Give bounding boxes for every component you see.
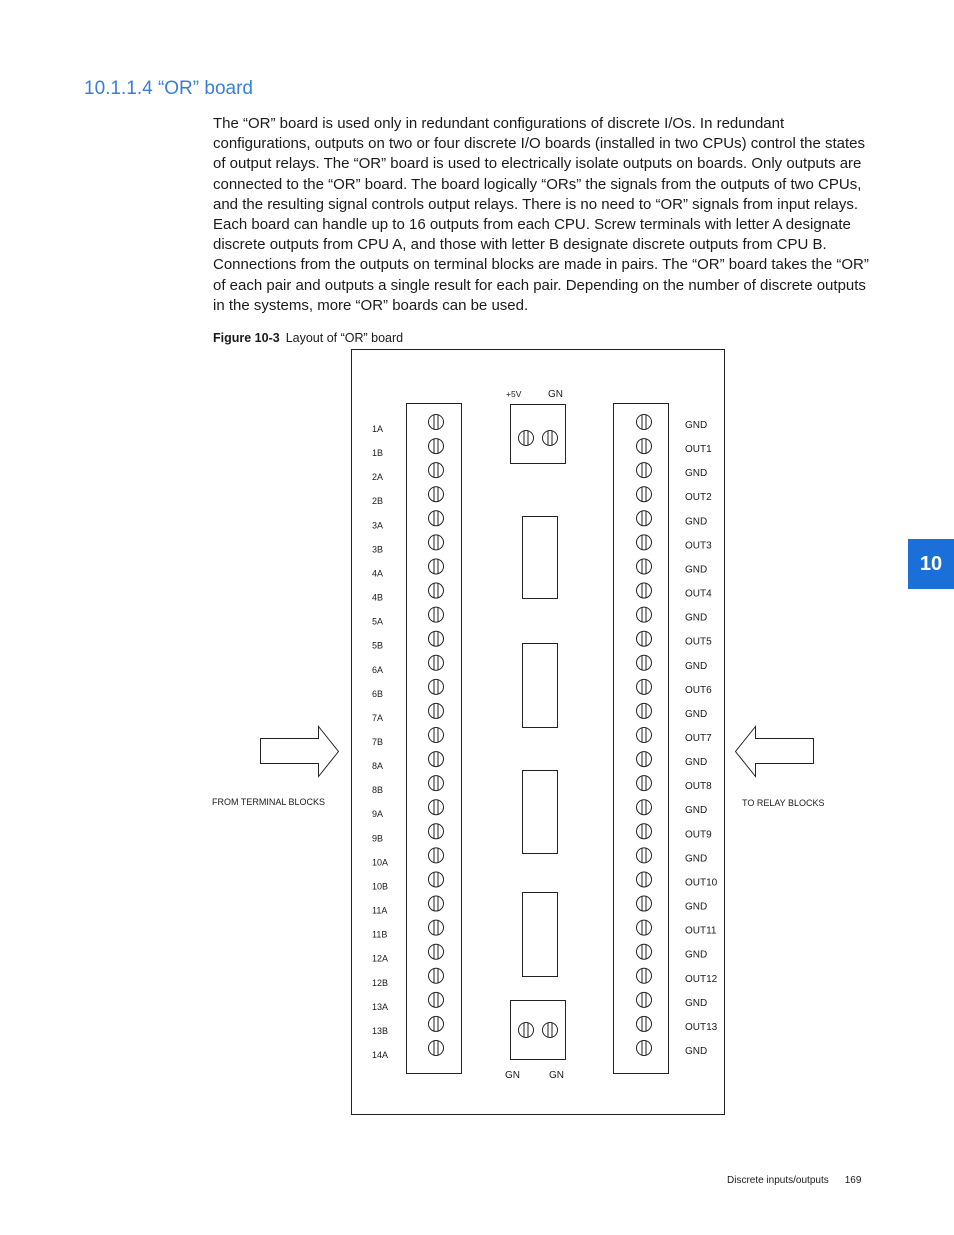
right-screw-terminal-19 [637, 848, 652, 863]
right-terminal-label: OUT2 [685, 492, 712, 504]
left-terminal-label: 3B [372, 544, 384, 555]
left-terminal-label: 4A [372, 568, 384, 579]
right-screw-terminal-2 [637, 439, 652, 454]
right-screw-terminal-16 [637, 776, 652, 791]
left-terminal-label: 14A [372, 1050, 389, 1060]
from-arrow-icon [261, 727, 339, 777]
right-terminal-label: OUT10 [685, 877, 718, 889]
right-terminal-label: OUT12 [685, 973, 718, 985]
right-terminal-label: GND [685, 805, 708, 817]
right-screw-terminal-24 [637, 968, 652, 983]
top-connector-screw-1 [519, 431, 534, 446]
left-screw-terminal-16 [429, 776, 444, 791]
left-screw-terminal-8 [429, 583, 444, 598]
left-terminal-label: 2A [372, 472, 384, 483]
left-screw-terminal-26 [429, 1016, 444, 1031]
right-screw-terminal-21 [637, 896, 652, 911]
left-terminal-label: 12A [372, 953, 389, 964]
right-terminal-label: GND [685, 997, 708, 1009]
left-screw-terminal-27 [429, 1041, 444, 1056]
right-screw-terminal-26 [637, 1016, 652, 1031]
left-screw-terminal-6 [429, 535, 444, 550]
right-screw-terminal-9 [637, 607, 652, 622]
component-2 [523, 644, 558, 728]
right-screw-terminal-20 [637, 872, 652, 887]
right-screw-terminal-13 [637, 703, 652, 718]
left-screw-terminal-25 [429, 992, 444, 1007]
right-terminal-label: OUT1 [685, 444, 712, 456]
right-terminal-label: GND [685, 420, 708, 431]
left-terminal-label: 10B [372, 881, 389, 892]
top-connector [511, 405, 566, 464]
left-terminal-label: 5A [372, 616, 384, 627]
right-screw-terminal-25 [637, 992, 652, 1007]
left-terminal-label: 13A [372, 1001, 389, 1012]
right-terminal-label: GND [685, 516, 708, 528]
left-screw-terminal-23 [429, 944, 444, 959]
from-terminal-blocks-label: FROM TERMINAL BLOCKS [212, 797, 326, 807]
to-relay-blocks-label: TO RELAY BLOCKS [742, 798, 825, 808]
right-terminal-label: OUT6 [685, 684, 712, 696]
left-terminal-label: 8B [372, 785, 384, 796]
right-terminal-label: GND [685, 901, 708, 913]
right-terminal-label: GND [685, 612, 708, 624]
footer [727, 1175, 861, 1186]
top-connector-label-1: +5V [506, 389, 522, 399]
left-terminal-label: 6B [372, 688, 384, 699]
left-screw-terminal-24 [429, 968, 444, 983]
component-3 [523, 771, 558, 854]
left-screw-terminal-19 [429, 848, 444, 863]
right-screw-terminal-5 [637, 511, 652, 526]
left-terminal-label: 9A [372, 809, 384, 820]
left-terminal-label: 11A [372, 905, 388, 916]
bottom-connector-label-1: GN [505, 1070, 520, 1081]
left-terminal-label: 7B [372, 737, 384, 747]
right-terminal-label: GND [685, 853, 708, 865]
right-terminal-label: GND [685, 949, 708, 961]
left-terminal-label: 3A [372, 520, 384, 531]
left-terminal-label: 1B [372, 448, 384, 459]
right-terminal-label: GND [685, 757, 708, 769]
right-terminal-strip [614, 404, 669, 1074]
left-screw-terminal-12 [429, 679, 444, 694]
right-screw-terminal-8 [637, 583, 652, 598]
top-connector-label-2: GN [548, 389, 563, 400]
bottom-connector-screw-1 [519, 1023, 534, 1038]
left-terminal-label: 8A [372, 761, 384, 772]
right-screw-terminal-15 [637, 752, 652, 767]
top-connector-screw-2 [543, 431, 558, 446]
left-terminal-label: 1A [372, 424, 384, 434]
right-terminal-label: OUT11 [685, 925, 717, 937]
right-screw-terminal-4 [637, 487, 652, 502]
footer-title: Discrete inputs/outputs [727, 1175, 829, 1186]
figure-caption-text: Layout of “OR” board [285, 331, 404, 345]
chapter-tab[interactable]: 10 [908, 539, 954, 589]
left-screw-terminal-22 [429, 920, 444, 935]
right-screw-terminal-18 [637, 824, 652, 839]
right-terminal-label: GND [685, 708, 708, 720]
right-screw-terminal-17 [637, 800, 652, 815]
right-terminal-label: GND [685, 660, 708, 672]
component-1 [523, 517, 558, 599]
left-terminal-label: 10A [372, 857, 389, 868]
right-terminal-label: OUT8 [685, 781, 712, 793]
right-terminal-label: GND [685, 468, 708, 480]
left-terminal-label: 6A [372, 664, 384, 675]
left-terminal-label: 5B [372, 640, 384, 651]
left-screw-terminal-9 [429, 607, 444, 622]
section-paragraph: The “OR” board is used only in redundant configurations of discrete I/Os. In redundant configurations, outputs on two or four discrete I/O boards (installed in two CPUs) control the states of output relays. The “OR” board is used to electrically isolate outputs on boards. Only outputs are connected to the “OR” board. The board logically “ORs” the signals from the outputs of two CPUs, and the resulting signal controls output relays. There is no need to “OR” signals from input relays. Each board can handle up to 16 outputs from each CPU. Screw terminals with letter A designate discrete outputs from CPU A, and those with letter B designate discrete outputs from CPU B. Connections from the outputs on terminal blocks are made in pairs. The “OR” board takes the “OR” of each pair and outputs a single result for each pair. Depending on the number of discrete outputs in the systems, more “OR” boards can be used. [213, 115, 869, 314]
left-terminal-label: 13B [372, 1025, 389, 1036]
right-screw-terminal-10 [637, 631, 652, 646]
right-terminal-label: OUT5 [685, 636, 712, 648]
right-screw-terminal-7 [637, 559, 652, 574]
left-screw-terminal-17 [429, 800, 444, 815]
left-screw-terminal-4 [429, 487, 444, 502]
left-terminal-label: 2B [372, 496, 384, 507]
left-terminal-label: 11B [372, 929, 388, 940]
right-terminal-label: GND [685, 564, 708, 576]
left-terminal-label: 4B [372, 592, 384, 603]
left-screw-terminal-13 [429, 703, 444, 718]
left-screw-terminal-15 [429, 752, 444, 767]
right-screw-terminal-12 [637, 679, 652, 694]
left-screw-terminal-14 [429, 728, 444, 743]
right-terminal-label: OUT13 [685, 1021, 718, 1033]
left-screw-terminal-3 [429, 463, 444, 478]
component-4 [523, 893, 558, 977]
right-screw-terminal-3 [637, 463, 652, 478]
right-screw-terminal-11 [637, 655, 652, 670]
right-terminal-labels [685, 420, 718, 1057]
right-terminal-label: OUT7 [685, 733, 712, 744]
left-screw-terminal-20 [429, 872, 444, 887]
left-terminal-label: 7A [372, 712, 384, 723]
right-terminal-label: GND [685, 1046, 708, 1057]
right-screw-terminal-22 [637, 920, 652, 935]
right-screw-terminal-1 [637, 415, 652, 430]
left-terminal-label: 9B [372, 833, 384, 844]
right-screw-terminal-14 [637, 728, 652, 743]
right-terminal-label: OUT3 [685, 540, 712, 552]
left-terminal-label: 12B [372, 977, 389, 988]
left-terminal-labels [372, 424, 388, 1060]
left-screw-terminal-5 [429, 511, 444, 526]
figure-label: Figure 10-3 [213, 331, 280, 345]
left-screw-terminal-11 [429, 655, 444, 670]
bottom-connector-label-2: GN [549, 1070, 564, 1081]
bottom-connector-screw-2 [543, 1023, 558, 1038]
to-arrow-icon [736, 727, 814, 777]
page-number: 169 [844, 1175, 862, 1186]
section-heading: 10.1.1.4 “OR” board [84, 78, 253, 99]
left-screw-terminal-10 [429, 631, 444, 646]
right-screw-terminal-23 [637, 944, 652, 959]
left-screw-terminal-7 [429, 559, 444, 574]
left-screw-terminal-2 [429, 439, 444, 454]
left-screw-terminal-1 [429, 415, 444, 430]
right-terminal-label: OUT9 [685, 829, 712, 841]
right-screw-terminal-27 [637, 1041, 652, 1056]
right-screw-terminal-6 [637, 535, 652, 550]
left-screw-terminal-18 [429, 824, 444, 839]
right-terminal-label: OUT4 [685, 588, 712, 600]
left-screw-terminal-21 [429, 896, 444, 911]
